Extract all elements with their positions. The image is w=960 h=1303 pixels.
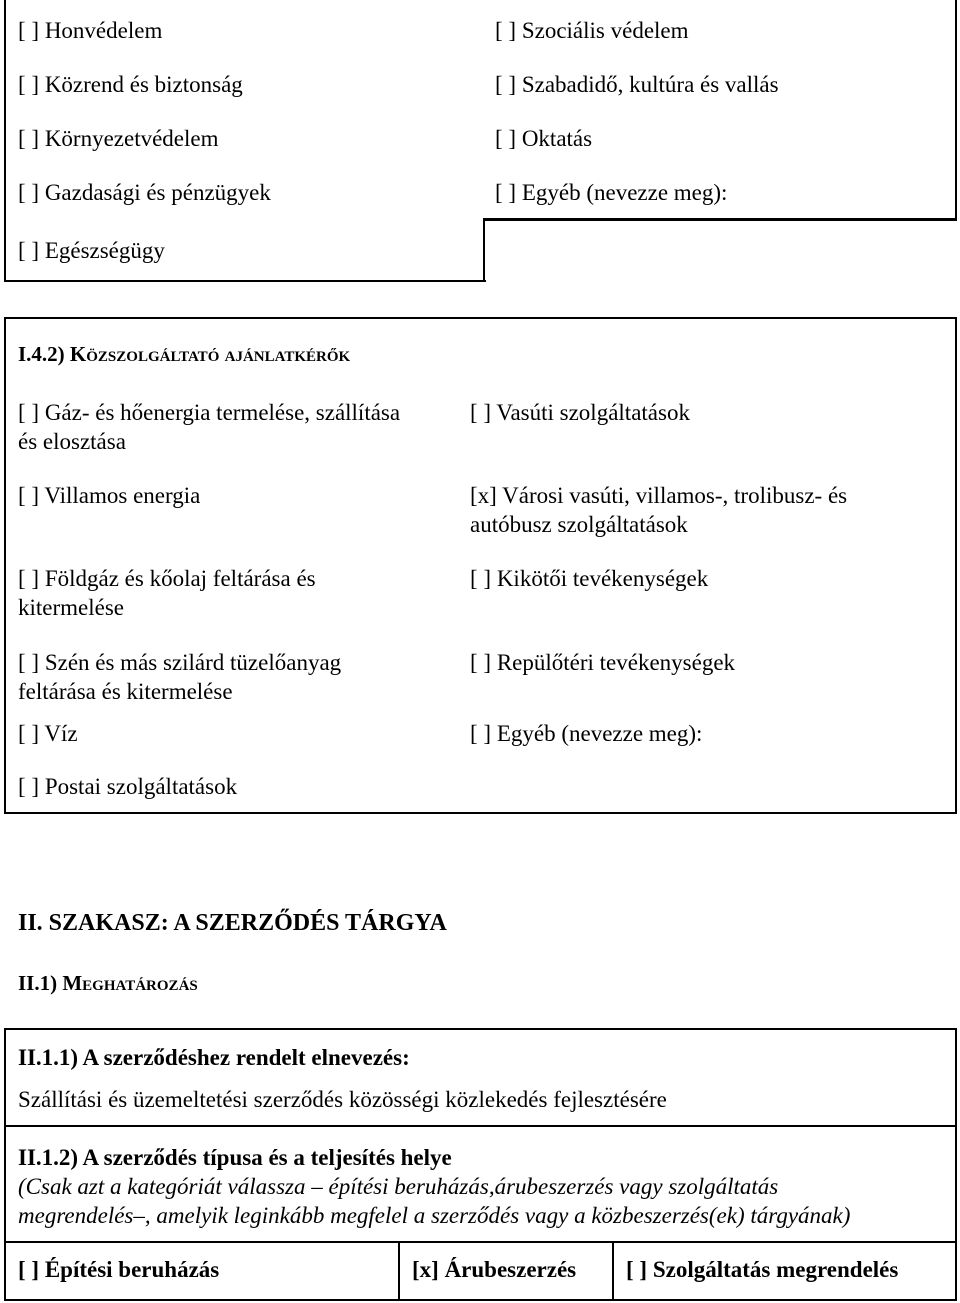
checkbox-water[interactable]: [ ] Víz [18, 721, 78, 746]
checkbox-economic-financial[interactable]: [ ] Gazdasági és pénzügyek [18, 180, 271, 205]
checkbox-coal-solid-fuel[interactable]: [ ] Szén és más szilárd tüzelőanyag feltárása és kitermelése [18, 650, 342, 704]
checkbox-recreation-culture[interactable]: [ ] Szabadidő, kultúra és vallás [495, 72, 779, 97]
ii12-note-line2: megrendelés–, amelyik leginkább megfelel a szerződés vagy a közbeszerzés(ek) tárgyának) [18, 1203, 851, 1228]
checkbox-works[interactable]: [ ] Építési beruházás [4, 1241, 400, 1301]
checkbox-other-box1[interactable]: [ ] Egyéb (nevezze meg): [495, 180, 728, 205]
contract-title-value: Szállítási és üzemeltetési szerződés közösségi közlekedés fejlesztésére [18, 1087, 667, 1112]
checkbox-services[interactable]: [ ] Szolgáltatás megrendelés [612, 1241, 957, 1301]
checkbox-defense[interactable]: [ ] Honvédelem [18, 18, 163, 43]
checkbox-health[interactable]: [ ] Egészségügy [18, 238, 165, 263]
subsection-ii1-heading: II.1) Meghatározás [18, 971, 198, 995]
ii11-label: II.1.1) A szerződéshez rendelt elnevezés: [18, 1045, 410, 1070]
checkbox-railway[interactable]: [ ] Vasúti szolgáltatások [470, 400, 690, 425]
checkbox-urban-transport[interactable]: [x] Városi vasúti, villamos-, trolibusz- és autóbusz szolgáltatások [470, 483, 848, 537]
checkbox-public-order[interactable]: [ ] Közrend és biztonság [18, 72, 243, 97]
checkbox-other-utility[interactable]: [ ] Egyéb (nevezze meg): [470, 721, 703, 746]
section-i42-heading: I.4.2) Közszolgáltató ajánlatkérők [18, 342, 351, 366]
section-ii-heading: II. SZAKASZ: A SZERZŐDÉS TÁRGYA [18, 910, 447, 936]
checkbox-airport-activities[interactable]: [ ] Repülőtéri tevékenységek [470, 650, 736, 675]
checkbox-gas-heat[interactable]: [ ] Gáz- és hőenergia termelése, szállítása és elosztása [18, 400, 401, 454]
checkbox-supplies[interactable]: [x] Árubeszerzés [398, 1241, 614, 1301]
checkbox-environment[interactable]: [ ] Környezetvédelem [18, 126, 219, 151]
checkbox-education[interactable]: [ ] Oktatás [495, 126, 593, 151]
checkbox-electricity[interactable]: [ ] Villamos energia [18, 483, 201, 508]
checkbox-oil-gas-exploration[interactable]: [ ] Földgáz és kőolaj feltárása és kitermelése [18, 566, 316, 620]
checkbox-port-activities[interactable]: [ ] Kikötői tevékenységek [470, 566, 709, 591]
checkbox-social-protection[interactable]: [ ] Szociális védelem [495, 18, 689, 43]
checkbox-postal-services[interactable]: [ ] Postai szolgáltatások [18, 774, 238, 799]
ii12-label: II.1.2) A szerződés típusa és a teljesítés helye [18, 1145, 452, 1170]
ii12-note-line1: (Csak azt a kategóriát válassza – építési beruházás,árubeszerzés vagy szolgáltatás [18, 1174, 779, 1199]
